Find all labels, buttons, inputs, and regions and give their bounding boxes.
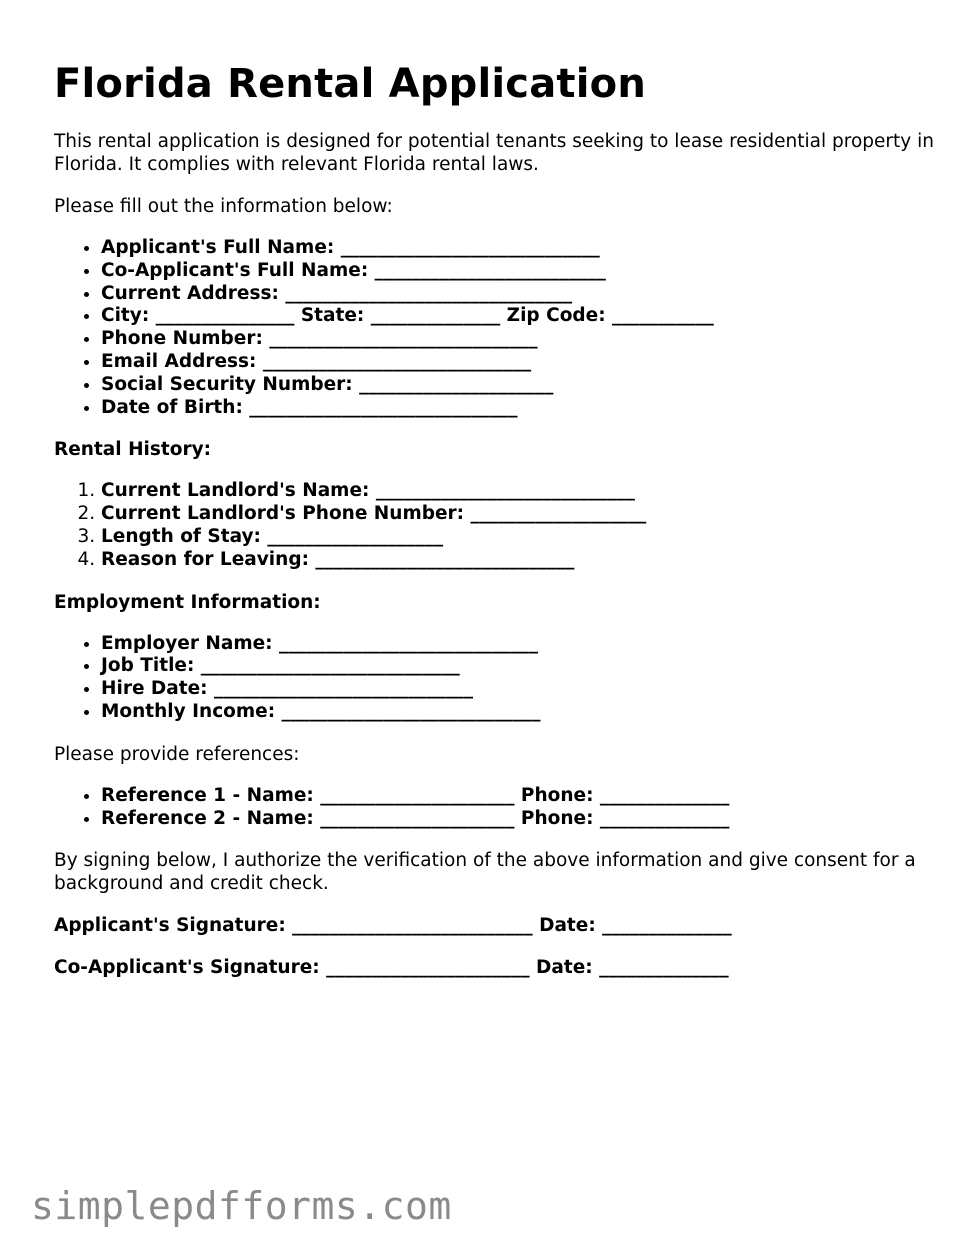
employer-name-field: • Employer Name: ____________________________ [101,633,934,656]
reason-for-leaving-field: 4. Reason for Leaving: ____________________________ [101,549,934,572]
references-instruction: Please provide references: [54,743,300,765]
rental-history-heading: Rental History: [54,439,212,461]
length-of-stay-field: 3. Length of Stay: ___________________ [101,526,934,549]
rental-history-list [54,480,934,571]
reference-1-field: • Reference 1 - Name: _____________________ Phone: ______________ [101,785,934,808]
applicant-fields-list [54,237,934,419]
reference-2-field: • Reference 2 - Name: _____________________ Phone: ______________ [101,808,934,831]
email-address-field: • Email Address: _____________________________ [101,351,934,374]
references-list [54,785,934,831]
co-applicant-name-field: • Co-Applicant's Full Name: _________________________ [101,260,934,283]
job-title-field: • Job Title: ____________________________ [101,655,934,678]
phone-number-field: • Phone Number: _____________________________ [101,328,934,351]
date-of-birth-field: • Date of Birth: _____________________________ [101,397,934,420]
fill-instruction: Please fill out the information below: [54,196,393,217]
applicant-name-field: • Applicant's Full Name: ____________________________ [101,237,934,260]
employment-list [54,633,934,724]
co-applicant-signature-line: Co-Applicant's Signature: ______________________ Date: ______________ [54,957,729,979]
monthly-income-field: • Monthly Income: ____________________________ [101,701,934,724]
authorization-paragraph: By signing below, I authorize the verification of the above information and give consent for a background and credit check. [54,850,916,895]
watermark: simplepdfforms.com [31,1184,452,1228]
ssn-field: • Social Security Number: _____________________ [101,374,934,397]
document-page [54,60,934,998]
current-address-field: • Current Address: _______________________________ [101,283,934,306]
employment-heading: Employment Information: [54,591,321,613]
page-title: Florida Rental Application [54,61,646,107]
landlord-phone-field: 2. Current Landlord's Phone Number: ___________________ [101,503,934,526]
city-state-zip-field: • City: _______________ State: ______________ Zip Code: ___________ [101,305,934,328]
intro-paragraph: This rental application is designed for potential tenants seeking to lease residential property in Florida. It complies with relevant Florida rental laws. [54,131,934,175]
hire-date-field: • Hire Date: ____________________________ [101,678,934,701]
applicant-signature-line: Applicant's Signature: __________________________ Date: ______________ [54,915,732,937]
landlord-name-field: 1. Current Landlord's Name: ____________________________ [101,480,934,503]
